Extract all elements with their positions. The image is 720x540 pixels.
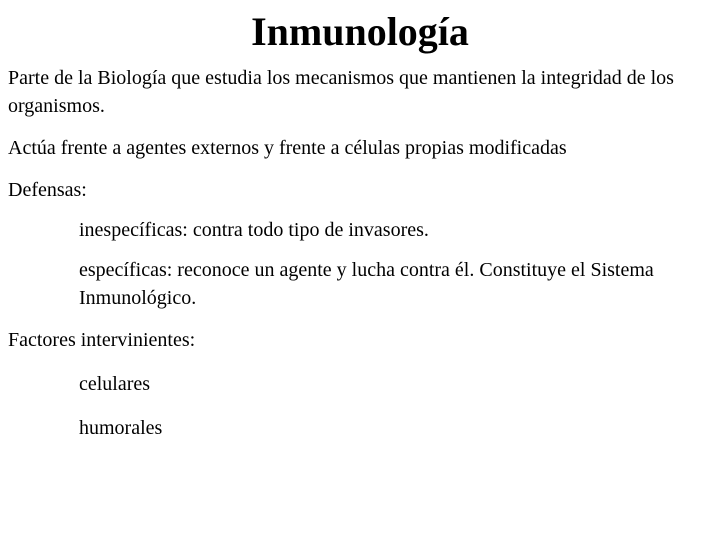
slide-body [8,64,714,442]
slide-title: Inmunología [251,9,469,54]
paragraph-factors: Factores intervinientes: [8,329,196,351]
subitem-humoral: humorales [79,417,163,439]
subitem-cellular: celulares [79,373,151,395]
subitem-nonspecific: inespecíficas: contra todo tipo de invasores. [79,219,429,241]
paragraph-definition: Parte de la Biología que estudia los mecanismos que mantienen la integridad de los organismos. [8,67,674,117]
subitem-specific: específicas: reconoce un agente y lucha contra él. Constituye el Sistema Inmunológico. [79,259,654,309]
paragraph-defenses: Defensas: [8,179,87,201]
paragraph-action: Actúa frente a agentes externos y frente a células propias modificadas [8,137,567,159]
